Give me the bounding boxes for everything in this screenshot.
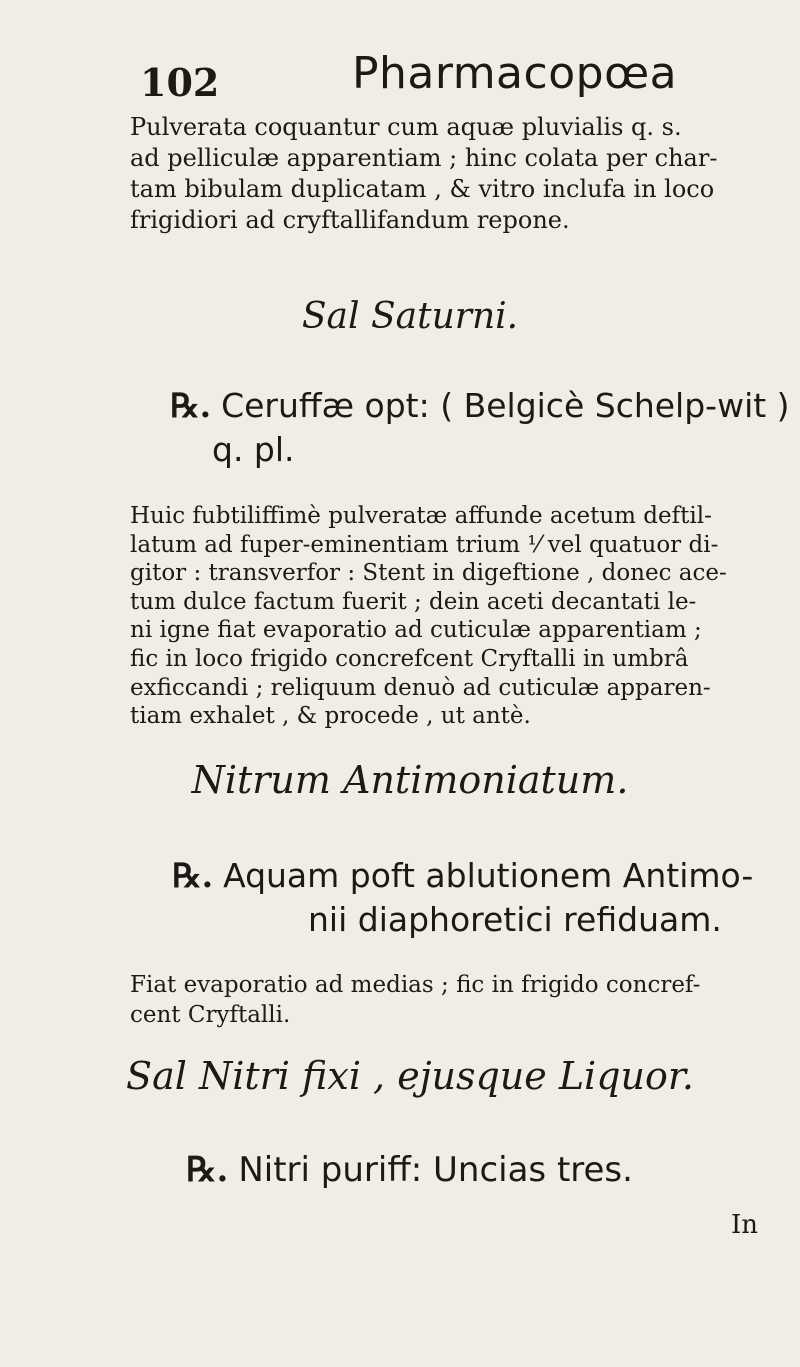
paragraph-1: [130, 112, 790, 236]
text-line: ad pelliculæ apparentiam ; hinc colata per char-: [130, 144, 718, 172]
text-line: tum dulce factum fuerit ; dein aceti decantati le-: [130, 588, 697, 615]
recipe-1: [170, 384, 790, 472]
text-line: Huic fubtiliffimè pulveratæ affunde acetum deftil-: [130, 503, 712, 529]
recipe-line: nii diaphoretici refiduam.: [308, 900, 722, 939]
heading-sal-nitri-fixi: Sal Nitri fixi , ejusque Liquor.: [126, 1054, 694, 1098]
recipe-symbol: ℞.: [172, 856, 214, 895]
text-line: fic in loco frigido concrefcent Cryftalli in umbrâ: [130, 645, 689, 672]
recipe-line: q. pl.: [212, 430, 295, 469]
text-line: Fiat evaporatio ad medias ; fic in frigido concref-: [130, 972, 701, 998]
recipe-symbol: ℞.: [186, 1150, 229, 1190]
catchword: In: [730, 1210, 758, 1240]
recipe-3: [186, 1150, 633, 1190]
recipe-2: [172, 854, 753, 942]
text-line: latum ad fuper-eminentiam trium ⅟ vel quatuor di-: [130, 531, 719, 558]
text-line: exficcandi ; reliquum denuò ad cuticulæ apparen-: [130, 674, 711, 701]
page-number: 102: [140, 60, 220, 105]
text-line: ni igne fiat evaporatio ad cuticulæ apparentiam ;: [130, 617, 702, 644]
text-line: tiam exhalet , & procede , ut antè.: [130, 703, 531, 730]
running-title: Pharmacopœa: [352, 48, 678, 99]
text-line: gitor : transverfor : Stent in digeftione , donec ace-: [130, 560, 727, 587]
heading-sal-saturni: Sal Saturni.: [301, 296, 519, 337]
recipe-line: Ceruffæ opt: ( Belgicè Schelp-wit ): [221, 386, 790, 425]
page-header: [140, 42, 700, 112]
text-line: Pulverata coquantur cum aquæ pluvialis q. s.: [130, 113, 682, 141]
recipe-line: Nitri puriff: Uncias tres.: [238, 1150, 633, 1190]
paragraph-2: [130, 502, 790, 731]
paragraph-3: [130, 970, 790, 1030]
recipe-line: Aquam poft ablutionem Antimo-: [223, 856, 754, 895]
text-line: cent Cryftalli.: [130, 1002, 291, 1028]
heading-nitrum-antimoniatum: Nitrum Antimoniatum.: [191, 758, 629, 802]
recipe-symbol: ℞.: [170, 386, 212, 425]
text-line: tam bibulam duplicatam , & vitro inclufa in loco: [130, 175, 715, 203]
text-line: frigidiori ad cryftallifandum repone.: [130, 206, 570, 234]
